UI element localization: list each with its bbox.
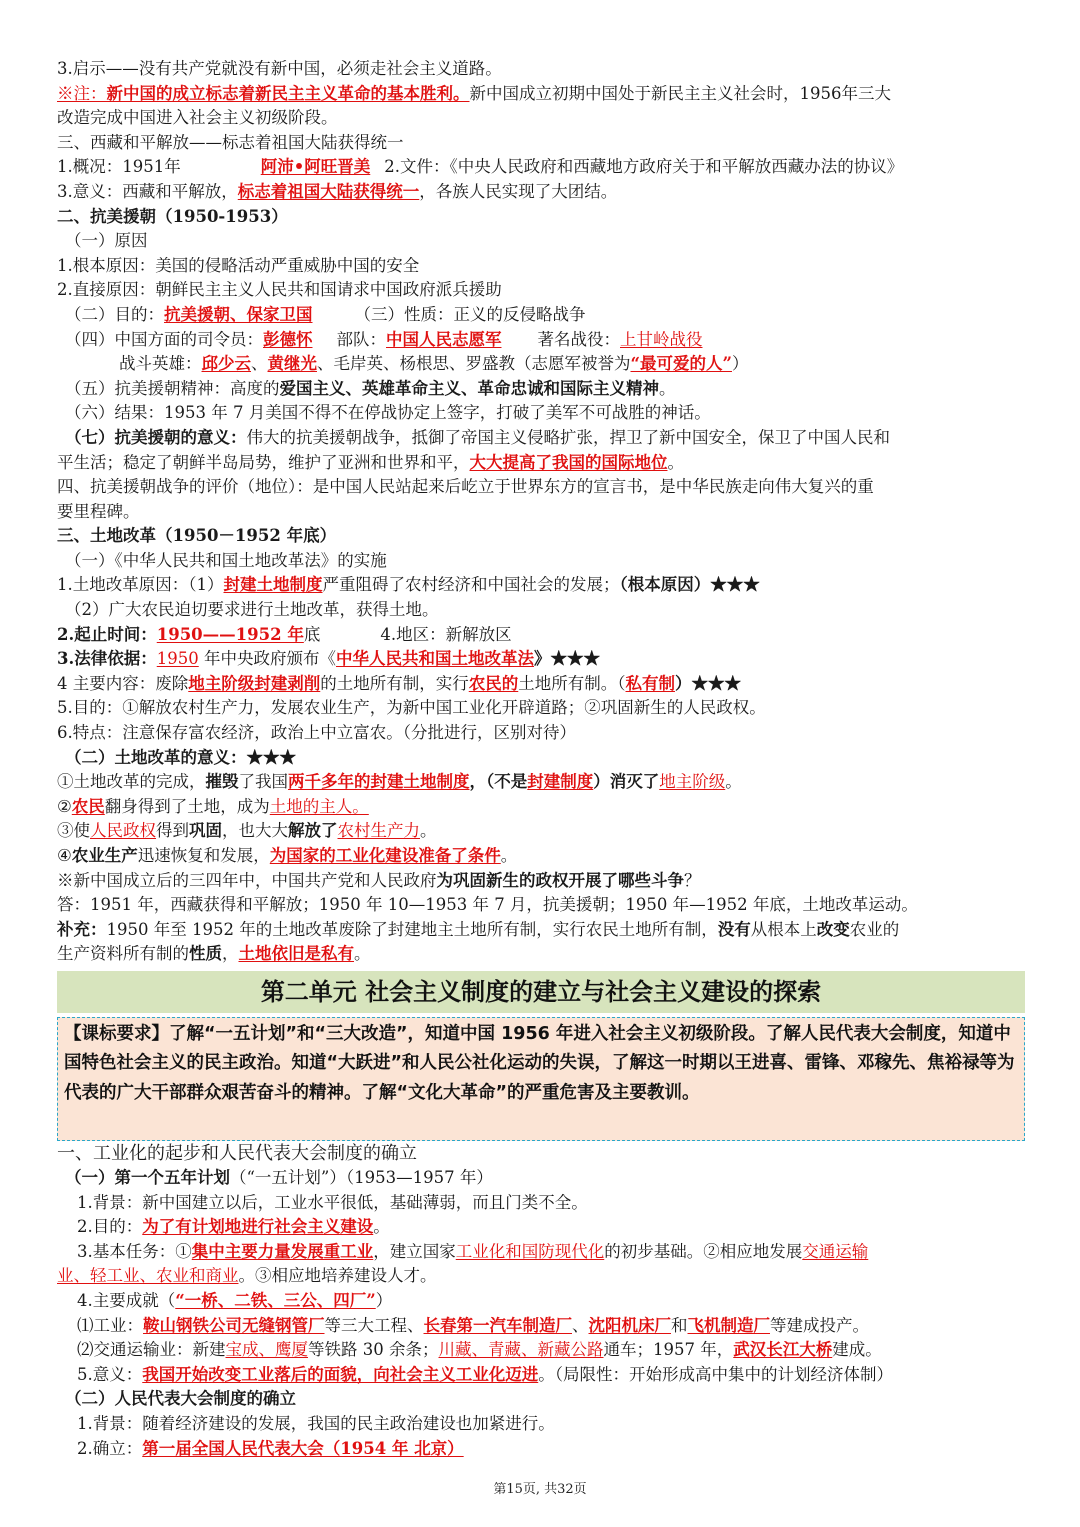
highlighted-text: 标志着祖国大陆获得统一 <box>237 181 420 201</box>
text-line <box>57 1264 1025 1289</box>
highlighted-text: 新中国的成立标志着新民主主义革命的基本胜利。 <box>106 83 470 103</box>
text-run: 和 <box>671 1315 688 1335</box>
text-run: 。（局限性：开始形成高中集中的计划经济体制） <box>538 1364 893 1384</box>
text-run: 5.目的：①解放农村生产力，发展农业生产，为新中国工业化开辟道路；②巩固新生的人民政权。 <box>57 698 766 718</box>
text-line <box>57 623 1025 648</box>
highlighted-text: 1950 <box>156 649 199 669</box>
text-line <box>57 549 1025 574</box>
text-run: 。 <box>659 378 676 398</box>
text-run: 为巩固新生的政权开展了哪些斗争 <box>436 870 684 890</box>
text-run: 迅速恢复和发展， <box>137 846 270 865</box>
text-run: 解放了 <box>288 821 338 841</box>
text-line <box>57 303 1025 328</box>
text-run: 1.根本原因：美国的侵略活动严重威胁中国的安全 <box>57 255 420 275</box>
text-line <box>57 893 1025 918</box>
text-line <box>57 82 1025 107</box>
text-line <box>57 524 1025 549</box>
highlighted-text: 农村生产力 <box>337 821 420 841</box>
text-run: （五）抗美援朝精神：高度的 <box>65 378 280 398</box>
section-part-one <box>57 57 1025 967</box>
text-line <box>57 696 1025 721</box>
text-run: 新中国成立初期中国处于新民主主义社会时，1956年三大 <box>469 83 891 103</box>
highlighted-text: 封建土地制度 <box>223 575 323 595</box>
text-run: 等三大工程、 <box>324 1315 424 1335</box>
text-run: 严重阻碍了农村经济和中国社会的发展； <box>322 575 620 595</box>
text-run: 爱国主义、英雄革命主义、革命忠诚和国际主义精神 <box>279 378 659 398</box>
highlighted-text: 农民的 <box>468 673 519 693</box>
text-run: （一）原因 <box>65 231 148 251</box>
text-run: 了我国 <box>238 772 288 792</box>
highlighted-text: 彭德怀 <box>263 329 313 349</box>
text-run: 。 <box>667 452 684 472</box>
highlighted-text: 土地依旧是私有 <box>238 944 354 964</box>
text-line <box>57 352 1025 377</box>
text-line <box>57 451 1025 476</box>
highlighted-text: 沈阳机床厂 <box>588 1315 671 1335</box>
text-run: （一）第一个五年计划 <box>65 1167 230 1187</box>
text-line <box>57 1141 1025 1166</box>
text-line <box>57 229 1025 254</box>
text-line <box>57 1314 1025 1339</box>
text-run: 。 <box>420 821 437 841</box>
text-run: 。 <box>500 846 518 865</box>
text-line <box>57 377 1025 402</box>
text-run: 平生活；稳定了朝鲜半岛局势，维护了亚洲和世界和平， <box>57 452 470 472</box>
highlighted-text: 私有制 <box>625 673 675 693</box>
text-run: 3.意义：西藏和平解放， <box>57 181 238 201</box>
text-line <box>57 254 1025 279</box>
text-line <box>57 1437 1025 1462</box>
text-run: ⑵交通运输业：新建 <box>77 1340 226 1360</box>
text-run: 得到 <box>156 821 189 841</box>
highlighted-text: 人民政权 <box>90 821 156 841</box>
text-run: ，也大大 <box>222 821 288 841</box>
text-line <box>57 573 1025 598</box>
text-run: 1.背景：随着经济建设的发展，我国的民主政治建设也加紧进行。 <box>77 1413 555 1433</box>
text-run: 摧毁 <box>205 772 239 792</box>
text-line <box>57 795 1025 820</box>
text-run: 建成。 <box>832 1340 882 1360</box>
highlighted-text: 上甘岭战役 <box>620 329 703 349</box>
text-run: 要里程碑。 <box>57 501 140 521</box>
highlighted-text: 阿沛•阿旺晋美 <box>260 157 371 177</box>
text-run: 、 <box>572 1315 589 1335</box>
text-line <box>57 401 1025 426</box>
text-run: 1.土地改革原因：（1） <box>57 575 224 595</box>
highlighted-text: 1950——1952 年 <box>156 624 304 644</box>
text-run: 巩固 <box>189 821 222 841</box>
text-run: 伟大的抗美援朝战争，抵御了帝国主义侵略扩张，捍卫了新中国安全，保卫了中国人民和 <box>246 427 890 447</box>
highlighted-text: 地主阶级封建剥削 <box>188 673 321 693</box>
highlighted-text: 两千多年的封建土地制度 <box>288 772 470 792</box>
text-run: ④ <box>57 846 72 865</box>
highlighted-text: 地主阶级 <box>659 772 726 792</box>
text-run: ①土地改革的完成， <box>57 772 206 792</box>
text-line <box>57 205 1025 230</box>
text-line <box>57 1166 1025 1191</box>
text-run: 。 <box>354 944 371 964</box>
text-run: 2.直接原因：朝鲜民主主义人民共和国请求中国政府派兵援助 <box>57 280 502 300</box>
text-run: 4 主要内容：废除 <box>57 673 189 693</box>
text-run: 四、抗美援朝战争的评价（地位）：是中国人民站起来后屹立于世界东方的宣言书，是中华民族走向伟大复兴的重 <box>57 477 874 497</box>
text-run: 、 <box>251 354 268 374</box>
text-run: ）消灭了 <box>593 772 660 792</box>
text-run: 。 <box>373 1217 390 1237</box>
text-run: 年中央政府颁布《 <box>198 649 336 669</box>
text-run: 2.起止时间： <box>57 624 157 644</box>
text-line <box>57 475 1025 500</box>
text-run: 等铁路 30 余条； <box>308 1340 439 1360</box>
highlighted-text: 武汉长江大桥 <box>733 1340 833 1360</box>
text-run: 、毛岸英、杨根思、罗盛教（志愿军被誉为 <box>317 354 631 374</box>
text-run: ※新中国成立后的三四年中，中国共产党和人民政府 <box>57 870 437 890</box>
text-run: 通车；1957 年， <box>603 1340 734 1360</box>
highlighted-text: 我国开始改变工业落后的面貌，向社会主义工业化迈进 <box>142 1364 539 1384</box>
highlighted-text: 黄继光 <box>267 354 317 374</box>
text-line <box>57 746 1025 771</box>
text-run: 改造完成中国进入社会主义初级阶段。 <box>57 108 338 128</box>
text-run: ？ <box>684 870 701 890</box>
highlighted-text: 交通运输 <box>802 1241 869 1261</box>
highlighted-text: 封建制度 <box>527 772 594 792</box>
text-run: （“一五计划”）（1953—1957 年） <box>230 1167 493 1187</box>
text-run: 底 <box>303 624 321 644</box>
text-run: 3.基本任务：① <box>77 1241 192 1261</box>
text-run: 农业的 <box>849 919 900 939</box>
text-line <box>57 1387 1025 1412</box>
text-line <box>57 1191 1025 1216</box>
text-run: 从根本上 <box>750 919 817 939</box>
highlighted-text: 飞机制造厂 <box>687 1315 770 1335</box>
text-run: （根本原因）★★★ <box>619 575 760 595</box>
text-run: 三、土地改革（1950－1952 年底） <box>57 526 337 546</box>
text-run: 三、西藏和平解放——标志着祖国大陆获得统一 <box>57 132 404 152</box>
text-line <box>57 1240 1025 1265</box>
text-run: 的初步基础。②相应地发展 <box>604 1241 803 1261</box>
text-run: 2.目的： <box>77 1217 143 1237</box>
highlighted-text: 鞍山钢铁公司无缝钢管厂 <box>143 1315 325 1335</box>
text-run: ， <box>222 944 239 964</box>
text-line <box>57 647 1025 672</box>
unit-banner: 第二单元 社会主义制度的建立与社会主义建设的探索 <box>57 971 1025 1013</box>
text-run: ⑴工业： <box>77 1315 143 1335</box>
text-run: ② <box>57 796 72 816</box>
text-line <box>57 131 1025 156</box>
curriculum-requirements-box: 【课标要求】了解“一五计划”和“三大改造”，知道中国 1956 年进入社会主义初级阶段。了解人民代表大会制度，知道中国特色社会主义的民主政治。知道“大跃进”和人民公社化运动的失误，了解这一时期以王进喜、雷锋、邓稼先、焦裕禄等为代表的广大干部群众艰苦奋斗的精神。了解“文化大革命”的严重危害及主要教训。 <box>57 1017 1025 1141</box>
highlighted-text: 第一届全国人民代表大会（1954 年 北京） <box>142 1438 464 1458</box>
text-run: （六）结果：1953 年 7 月美国不得不在停战协定上签字，打破了美军不可战胜的神话。 <box>65 403 711 423</box>
text-line <box>57 106 1025 131</box>
text-run: 土地所有制。（ <box>518 673 626 693</box>
text-run: （三）性质：正义的反侵略战争 <box>354 304 586 324</box>
text-run: 3.法律依据： <box>57 649 157 669</box>
text-run: 等建成投产。 <box>770 1315 869 1335</box>
text-line <box>57 918 1025 943</box>
section-part-two <box>57 1141 1025 1461</box>
text-run: 1.背景：新中国建立以后，工业水平很低，基础薄弱，而且门类不全。 <box>77 1192 588 1212</box>
text-run: 农业生产 <box>71 846 138 865</box>
text-run: 2.确立： <box>77 1438 143 1458</box>
text-run: 。 <box>725 772 742 792</box>
text-run: 1950 年至 1952 年的土地改革废除了封建地主土地所有制，实行农民土地所有制， <box>106 919 718 939</box>
text-run: 战斗英雄： <box>119 354 202 374</box>
text-line <box>57 328 1025 353</box>
text-run: 。③相应地培养建设人才。 <box>238 1266 437 1286</box>
text-line <box>57 1289 1025 1314</box>
highlighted-text: “最可爱的人” <box>630 354 732 374</box>
text-run: ，建立国家 <box>373 1241 456 1261</box>
text-run: 6.特点：注意保存富农经济，政治上中立富农。（分批进行，区别对待） <box>57 723 576 743</box>
text-run: 》★★★ <box>533 649 600 669</box>
text-run: ）★★★ <box>675 673 741 693</box>
text-line <box>57 770 1025 795</box>
text-run: （一）《中华人民共和国土地改革法》的实施 <box>65 550 387 570</box>
text-line <box>57 819 1025 844</box>
text-run: 1.概况：1951年 <box>57 157 181 177</box>
text-line <box>57 426 1025 451</box>
text-line <box>57 278 1025 303</box>
highlighted-text: 农民 <box>71 796 105 816</box>
highlighted-text: 长春第一汽车制造厂 <box>423 1315 572 1335</box>
text-run: 一、工业化的起步和人民代表大会制度的确立 <box>57 1142 417 1164</box>
highlighted-text: 大大提高了我国的国际地位 <box>469 452 668 472</box>
text-run: ，（不是 <box>469 772 528 792</box>
text-run: （二）人民代表大会制度的确立 <box>65 1389 296 1409</box>
highlighted-text: ※注： <box>57 83 107 103</box>
text-run: （七）抗美援朝的意义： <box>65 427 247 447</box>
highlighted-text: 中国人民志愿军 <box>386 329 502 349</box>
text-run: ，各族人民实现了大团结。 <box>419 181 618 201</box>
text-run: （四）中国方面的司令员： <box>65 329 263 349</box>
text-run: 生产资料所有制的 <box>57 944 189 964</box>
text-run: 改变 <box>816 919 850 939</box>
highlighted-text: 为国家的工业化建设准备了条件 <box>269 846 501 865</box>
text-run: （二）土地改革的意义：★★★ <box>65 747 296 767</box>
text-line <box>57 500 1025 525</box>
highlighted-text: 土地的主人。 <box>269 796 369 816</box>
text-line <box>57 155 1025 180</box>
text-run: 3.启示——没有共产党就没有新中国，必须走社会主义道路。 <box>57 59 502 78</box>
highlighted-text: “一桥、二铁、三公、四厂” <box>175 1290 376 1310</box>
text-run: （2）广大农民迫切要求进行土地改革，获得土地。 <box>65 600 439 620</box>
text-line <box>57 869 1025 894</box>
text-run: （二）目的： <box>65 304 164 324</box>
text-run: 4.主要成就（ <box>77 1290 176 1310</box>
text-run: 2.文件：《中央人民政府和西藏地方政府关于和平解放西藏办法的协议》 <box>384 157 904 177</box>
text-run: 没有 <box>717 919 751 939</box>
text-run: 性质 <box>189 944 222 964</box>
page-footer: 第15页, 共32页 <box>493 1482 587 1497</box>
text-line <box>57 844 1025 869</box>
text-run: 部队： <box>336 329 386 349</box>
text-line <box>57 672 1025 697</box>
highlighted-text: 工业化和国防现代化 <box>455 1241 605 1261</box>
text-run: 补充： <box>57 919 107 939</box>
text-run: 翻身得到了土地，成为 <box>104 796 270 816</box>
text-line <box>57 1412 1025 1437</box>
text-run: ） <box>375 1290 393 1310</box>
text-line <box>57 942 1025 967</box>
text-run: 4.地区：新解放区 <box>380 624 512 644</box>
text-line <box>57 1215 1025 1240</box>
highlighted-text: 川藏、青藏、新藏公路 <box>438 1340 604 1360</box>
text-run: 二、抗美援朝（1950-1953） <box>57 206 288 226</box>
highlighted-text: 业、轻工业、农业和商业 <box>57 1266 239 1286</box>
text-line <box>57 598 1025 623</box>
highlighted-text: 抗美援朝、保家卫国 <box>164 304 313 324</box>
text-run: 5.意义： <box>77 1364 143 1384</box>
highlighted-text: 中华人民共和国土地改革法 <box>335 649 534 669</box>
highlighted-text: 集中主要力量发展重工业 <box>191 1241 374 1261</box>
text-run: ③使 <box>57 821 90 841</box>
document-body <box>57 57 1025 1461</box>
text-run: 的土地所有制，实行 <box>320 673 469 693</box>
highlighted-text: 邱少云 <box>201 354 251 374</box>
text-line <box>57 57 1025 82</box>
text-run: 著名战役： <box>537 329 620 349</box>
highlighted-text: 宝成、鹰厦 <box>225 1340 308 1360</box>
text-line <box>57 721 1025 746</box>
text-run: 答：1951 年，西藏获得和平解放；1950 年 10—1953 年 7 月，抗美援朝；1950 年—1952 年底，土地改革运动。 <box>57 895 918 915</box>
text-line <box>57 180 1025 205</box>
text-line <box>57 1338 1025 1363</box>
highlighted-text: 为了有计划地进行社会主义建设 <box>142 1217 374 1237</box>
text-line <box>57 1363 1025 1388</box>
text-run: ） <box>731 354 749 374</box>
